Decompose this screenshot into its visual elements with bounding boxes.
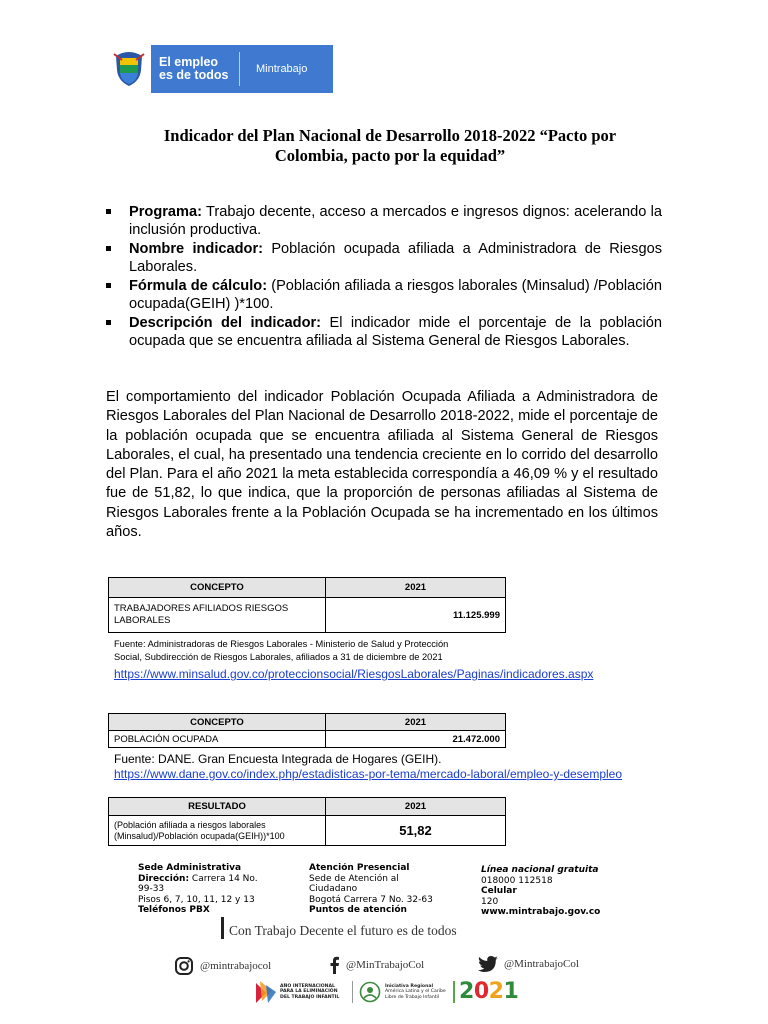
- indicator-bullets: [104, 203, 662, 351]
- table-header-year: 2021: [326, 578, 506, 598]
- table2-source: Fuente: DANE. Gran Encuesta Integrada de Hogares (GEIH).: [114, 752, 442, 766]
- table-header-year: 2021: [326, 798, 506, 816]
- twitter-handle: @MintrabajoCol: [504, 958, 579, 970]
- ilo-child-labour-icon: [256, 981, 276, 1003]
- table-row-label: [109, 816, 326, 846]
- cell-value: 120: [481, 896, 499, 907]
- phones-label: Teléfonos PBX: [138, 905, 210, 915]
- brand-divider-green: [453, 981, 455, 1003]
- ilo-line3: DEL TRABAJO INFANTIL: [280, 994, 340, 1000]
- atencion-line3: Bogotá Carrera 7 No. 32-63: [309, 894, 433, 905]
- social-twitter[interactable]: [478, 956, 579, 972]
- table-header-concepto: CONCEPTO: [109, 578, 326, 598]
- footer-brand-row: [256, 980, 518, 1004]
- tagline: Con Trabajo Decente el futuro es de todos: [229, 923, 457, 938]
- logo-slogan: [159, 56, 239, 82]
- social-facebook[interactable]: [328, 956, 424, 974]
- table-header-concepto: CONCEPTO: [109, 714, 326, 731]
- source-line1: Fuente: Administradoras de Riesgos Laborales - Ministerio de Salud y Protección: [114, 639, 449, 649]
- minsalud-link[interactable]: https://www.minsalud.gov.co/proteccionsocial/RiesgosLaborales/Paginas/indicadores.aspx: [114, 667, 594, 681]
- atencion-line2: Ciudadano: [309, 884, 358, 895]
- table-trabajadores: [108, 577, 506, 633]
- table-resultado: [108, 797, 506, 846]
- atencion-title: Atención Presencial: [309, 863, 410, 873]
- footer-linea: [481, 865, 631, 918]
- footer-atencion: [309, 863, 469, 915]
- brand-divider: [352, 981, 353, 1003]
- dir-value: Carrera 14 No.: [189, 873, 258, 884]
- table-row-label: TRABAJADORES AFILIADOS RIESGOS LABORALES: [109, 598, 326, 633]
- bullet-label: Descripción del indicador:: [129, 315, 322, 331]
- instagram-handle: @mintrabajocol: [200, 960, 272, 972]
- table-row-label: POBLACIÓN OCUPADA: [109, 731, 326, 748]
- source-line2: Social, Subdirección de Riesgos Laborales, afiliados a 31 de diciembre de 2021: [114, 652, 443, 662]
- body-paragraph: El comportamiento del indicador Población Ocupada Afiliada a Administradora de Riesgos Laborales del Plan Nacional de Desarrollo 2018-2022, mide el porcentaje de la población ocupada que se encuentra afiliada al Sistema General de Riesgos Laborales, el cual, ha presentado una tendencia creciente en lo corrido del desarrollo del Plan. Para el año 2021 la meta establecida correspondía a 46,09 % y el resultado fue de 51,82, lo que indica, que la proporción de personas afiliadas al Sistema de Riesgos Laborales frente a la Población Ocupada se ha incrementado en los últimos años.: [106, 389, 658, 541]
- table-poblacion: [108, 713, 506, 748]
- ilo-text: [280, 984, 348, 1001]
- cell-label: Celular: [481, 886, 517, 897]
- bullet-formula: [104, 277, 662, 313]
- table-header-year: 2021: [326, 714, 506, 731]
- ilo-line2: PARA LA ELIMINACIÓN: [280, 989, 338, 995]
- regional-initiative-icon: [359, 981, 381, 1003]
- ilo-line1: AÑO INTERNACIONAL: [280, 983, 335, 989]
- table-row-value: 11.125.999: [326, 598, 506, 633]
- bullet-descripcion: [104, 314, 662, 350]
- bullet-label: Programa:: [129, 204, 202, 220]
- bullet-text: El indicador mide el porcentaje de la población ocupada que se encuentra afiliada al Sistema General de Riesgos Laborales.: [129, 315, 662, 349]
- social-instagram[interactable]: [174, 956, 271, 976]
- init-line1: Iniciativa Regional: [385, 983, 434, 989]
- bullet-marker: [106, 209, 111, 214]
- atencion-line1: Sede de Atención al: [309, 873, 399, 884]
- web-link[interactable]: www.mintrabajo.gov.co: [481, 907, 601, 918]
- coat-of-arms-icon: [107, 45, 151, 93]
- atencion-line4: Puntos de atención: [309, 905, 407, 915]
- linea-title: Línea nacional gratuita: [481, 865, 599, 875]
- bullet-marker: [106, 283, 111, 288]
- formula-line2: (Minsalud)/Población ocupada(GEIH))*100: [114, 830, 285, 841]
- tagline-bar: [221, 917, 224, 939]
- year-2021-logo: 2021: [459, 979, 519, 1004]
- linea-phone: 018000 112518: [481, 875, 553, 886]
- bullet-nombre: [104, 240, 662, 276]
- formula-line1: (Población afiliada a riesgos laborales: [114, 819, 266, 830]
- bullet-text: Población ocupada afiliada a Administradora de Riesgos Laborales.: [129, 241, 662, 275]
- footer-sede: [138, 863, 288, 915]
- logo-divider: [239, 52, 240, 86]
- logo-line1: El empleo: [159, 55, 219, 69]
- bullet-programa: [104, 203, 662, 239]
- header-logo: [107, 45, 333, 93]
- title-line1: Indicador del Plan Nacional de Desarrollo 2018-2022 “Pacto por: [163, 126, 617, 145]
- sede-title: Sede Administrativa: [138, 863, 242, 873]
- init-line3: Libre de Trabajo Infantil: [385, 994, 440, 1000]
- dane-link[interactable]: https://www.dane.gov.co/index.php/estadisticas-por-tema/mercado-laboral/empleo-y-desempleo: [114, 767, 623, 781]
- bullet-marker: [106, 246, 111, 251]
- bullet-label: Fórmula de cálculo:: [129, 278, 268, 294]
- table-header-resultado: RESULTADO: [109, 798, 326, 816]
- bullet-marker: [106, 320, 111, 325]
- table1-source: [114, 638, 448, 664]
- facebook-icon: [328, 956, 340, 974]
- facebook-handle: @MinTrabajoCol: [346, 959, 425, 971]
- initiative-text: [385, 984, 451, 1001]
- instagram-icon: [174, 956, 194, 976]
- floors-text: Pisos 6, 7, 10, 11, 12 y 13: [138, 894, 255, 905]
- bullet-text: Trabajo decente, acceso a mercados e ingresos dignos: acelerando la inclusión productiva.: [129, 204, 662, 238]
- dir-line2: 99-33: [138, 884, 165, 895]
- bullet-text: (Población afiliada a riesgos laborales (Minsalud) /Población ocupada(GEIH) )*100.: [129, 278, 663, 312]
- table-row-value: 51,82: [326, 816, 506, 846]
- document-title: [120, 126, 660, 166]
- init-line2: América Latina y el Caribe: [385, 989, 446, 995]
- table-row-value: 21.472.000: [326, 731, 506, 748]
- logo-ministry: Mintrabajo: [256, 63, 308, 75]
- dir-label: Dirección:: [138, 873, 190, 884]
- twitter-icon: [478, 956, 498, 972]
- logo-line2: es de todos: [159, 68, 229, 82]
- bullet-label: Nombre indicador:: [129, 241, 263, 257]
- title-line2: Colombia, pacto por la equidad”: [274, 146, 506, 165]
